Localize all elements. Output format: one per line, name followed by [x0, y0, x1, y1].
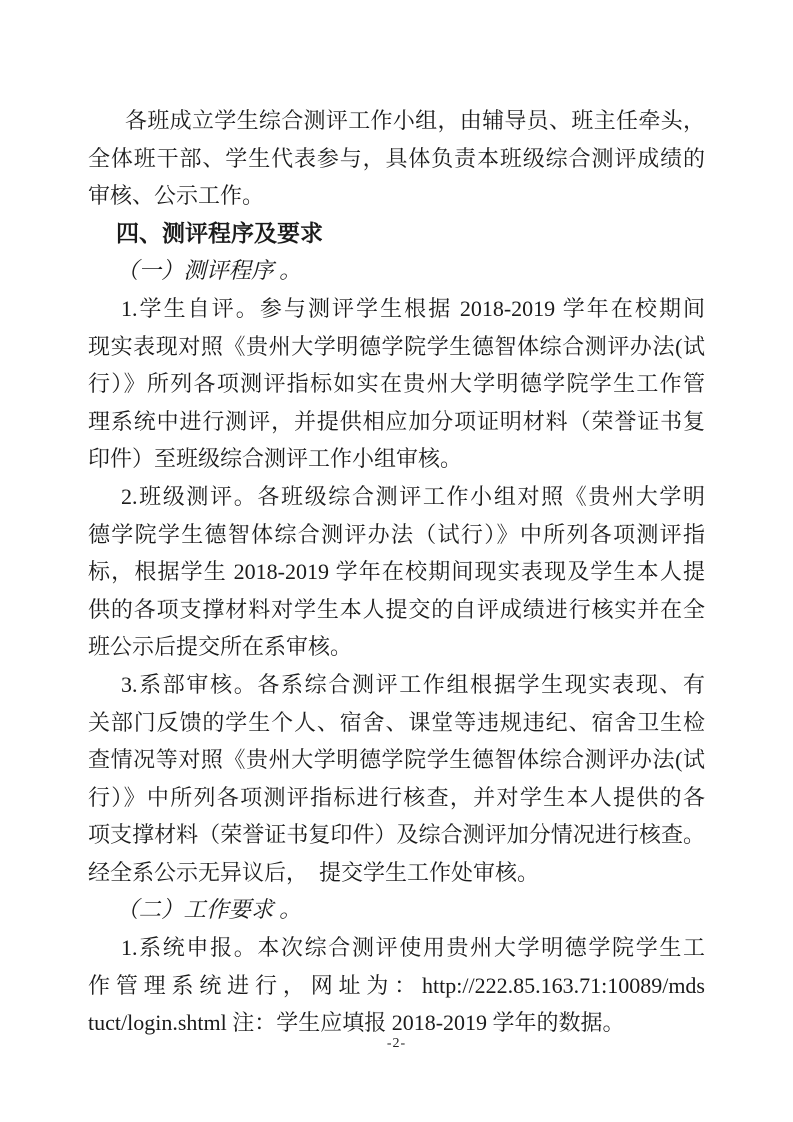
text-line: 理系统中进行测评，并提供相应加分项证明材料（荣誉证书复: [88, 408, 705, 434]
text-line: 关部门反馈的学生个人、宿舍、课堂等违规违纪、宿舍卫生检: [88, 709, 705, 735]
section-heading: 四、测评程序及要求: [116, 219, 323, 246]
text-line: 审核、公示工作。: [88, 183, 265, 209]
text-line-with-url: 作管理系统进行，网址为：http://222.85.163.71:10089/mds: [88, 972, 705, 998]
text-line: 印件）至班级综合测评工作小组审核。: [88, 446, 463, 472]
text-line: 各班成立学生综合测评工作小组，由辅导员、班主任牵头，: [125, 108, 705, 133]
text-line: 德学院学生德智体综合测评办法（试行）》中所列各项测评指: [88, 521, 705, 547]
text-line: 供的各项支撑材料对学生本人提交的自评成绩进行核实并在全: [88, 596, 705, 622]
text-line: 3.系部审核。各系综合测评工作组根据学生现实表现、有: [121, 671, 705, 697]
text-line: 行）》所列各项测评指标如实在贵州大学明德学院学生工作管: [88, 371, 705, 397]
page-number: -2-: [386, 1036, 407, 1051]
text-line: 查情况等对照《贵州大学明德学院学生德智体综合测评办法(试: [88, 747, 705, 773]
subsection-heading-2: （二）工作要求 。: [116, 897, 302, 923]
text-line: 班公示后提交所在系审核。: [88, 634, 353, 660]
text-line: 1.系统申报。本次综合测评使用贵州大学明德学院学生工: [121, 935, 705, 961]
text-line: 项支撑材料（荣誉证书复印件）及综合测评加分情况进行核查。: [88, 822, 705, 848]
subsection-heading-1: （一）测评程序 。: [116, 258, 302, 284]
document-body: [88, 102, 705, 1042]
text-line: 1.学生自评。参与测评学生根据 2018-2019 学年在校期间: [121, 295, 705, 321]
text-line-with-url: tuct/login.shtml 注：学生应填报 2018-2019 学年的数据。: [88, 1010, 625, 1036]
text-line: 经全系公示无异议后， 提交学生工作处审核。: [88, 859, 540, 885]
text-line: 现实表现对照《贵州大学明德学院学生德智体综合测评办法(试: [88, 333, 705, 359]
text-line: 2.班级测评。各班级综合测评工作小组对照《贵州大学明: [121, 483, 705, 509]
text-line: 标，根据学生 2018-2019 学年在校期间现实表现及学生本人提: [88, 559, 705, 585]
text-line: 行）》中所列各项测评指标进行核查，并对学生本人提供的各: [88, 784, 705, 810]
text-line: 全体班干部、学生代表参与，具体负责本班级综合测评成绩的: [88, 145, 705, 171]
